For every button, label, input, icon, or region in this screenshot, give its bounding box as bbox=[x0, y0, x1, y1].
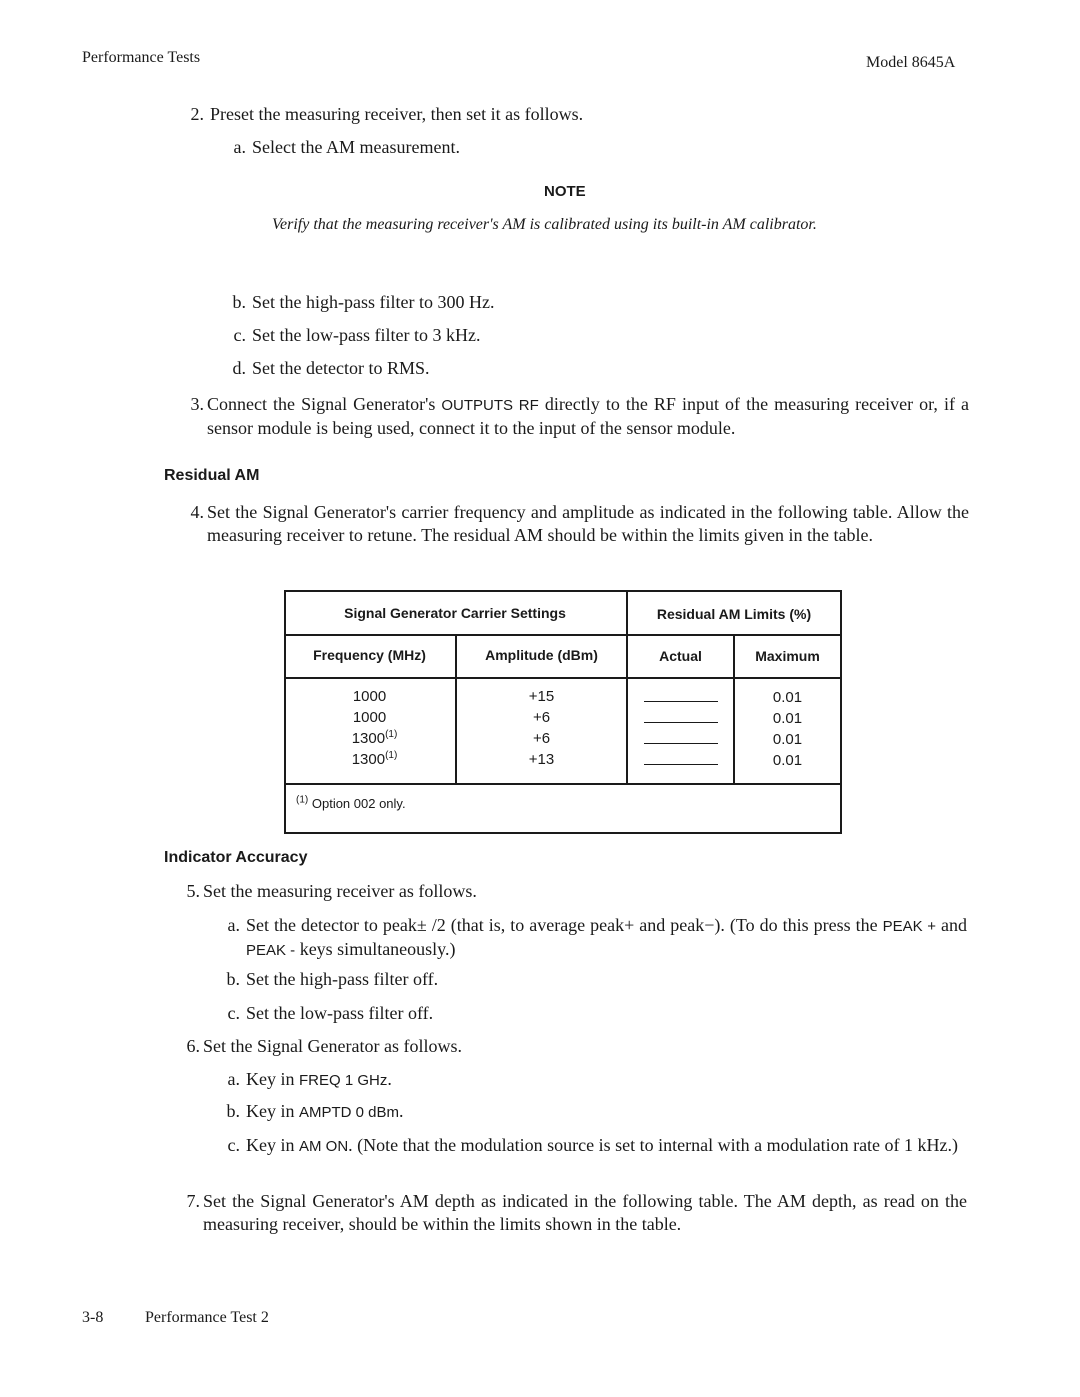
table-cell: +6 bbox=[532, 709, 551, 726]
table-cell: 1300$^{(1)}$ bbox=[351, 750, 398, 768]
step-text: Set the Signal Generator's AM depth as indicated in the following table. The AM depth, as read on the measuring receiver, should be within the limits shown in the table. bbox=[203, 1191, 967, 1234]
substep-text: Set the detector to RMS. bbox=[252, 358, 430, 378]
substep-letter: b. bbox=[232, 292, 246, 312]
table-column-maximum bbox=[735, 687, 840, 771]
actual-entry-blank[interactable] bbox=[644, 701, 718, 702]
table-cell: 1000 bbox=[352, 709, 387, 726]
substep-letter: c. bbox=[227, 1003, 240, 1023]
table-group-header: Residual AM Limits (%) bbox=[656, 606, 812, 622]
substep-letter: d. bbox=[232, 358, 246, 378]
actual-entry-blank[interactable] bbox=[644, 722, 718, 723]
table-cell: 0.01 bbox=[772, 731, 803, 748]
substep-text: Key in AMPTD 0 dBm. bbox=[246, 1101, 404, 1121]
key-label: PEAK + bbox=[882, 918, 936, 935]
table-cell: 0.01 bbox=[772, 752, 803, 769]
substep-letter: c. bbox=[227, 1135, 240, 1155]
substep-text: Key in AM ON. (Note that the modulation source is set to internal with a modulation rate of 1 kHz.) bbox=[246, 1135, 959, 1155]
table-footnote: $^{(1)}$ Option 002 only. bbox=[296, 794, 406, 811]
table-column-header: Amplitude (dBm) bbox=[485, 647, 598, 663]
step-number: 6. bbox=[186, 1036, 200, 1056]
key-label: FREQ 1 GHz bbox=[299, 1072, 388, 1089]
running-header-left: Performance Tests bbox=[82, 49, 201, 66]
section-heading: Residual AM bbox=[164, 467, 260, 484]
step-text: Set the Signal Generator as follows. bbox=[203, 1036, 462, 1056]
table-cell: 1000 bbox=[352, 688, 387, 705]
table-cell: +13 bbox=[528, 751, 555, 768]
table-column-header: Maximum bbox=[755, 648, 820, 664]
substep-text: Set the detector to peak± /2 (that is, to average peak+ and peak−). (To do this press the PEAK + and PEAK - keys simultaneously.) bbox=[246, 915, 967, 959]
table-cell: +15 bbox=[528, 688, 555, 705]
step-text: Set the Signal Generator's carrier frequency and amplitude as indicated in the following table. Allow the measuring receiver to retune. The residual AM should be within the limits given in the table. bbox=[207, 502, 969, 545]
step-number: 7. bbox=[186, 1191, 200, 1211]
substep-letter: a. bbox=[233, 137, 246, 157]
table-column-frequency bbox=[284, 686, 455, 770]
substep-text: Set the high-pass filter to 300 Hz. bbox=[252, 292, 495, 312]
substep-letter: a. bbox=[227, 915, 240, 935]
substep-letter: b. bbox=[226, 1101, 240, 1121]
key-label: AMPTD 0 dBm bbox=[299, 1104, 400, 1121]
table-cell: 0.01 bbox=[772, 710, 803, 727]
table-cell: 0.01 bbox=[772, 689, 803, 706]
step-text: Connect the Signal Generator's OUTPUTS RF directly to the RF input of the measuring receiver or, if a sensor module is being used, connect it to the input of the sensor module. bbox=[207, 394, 969, 438]
table-column-header: Frequency (MHz) bbox=[313, 647, 426, 663]
table-column-amplitude bbox=[457, 686, 626, 770]
note-title: NOTE bbox=[544, 183, 586, 200]
substep-text: Key in FREQ 1 GHz. bbox=[246, 1069, 392, 1089]
section-heading: Indicator Accuracy bbox=[164, 849, 308, 866]
step-number: 4. bbox=[190, 502, 204, 522]
substep-text: Set the high-pass filter off. bbox=[246, 969, 439, 989]
step-text: Set the measuring receiver as follows. bbox=[203, 881, 477, 901]
page-number: 3-8 bbox=[82, 1309, 104, 1326]
substep-letter: a. bbox=[227, 1069, 240, 1089]
actual-entry-blank[interactable] bbox=[644, 764, 718, 765]
table-cell: +6 bbox=[532, 730, 551, 747]
key-label: AM ON bbox=[299, 1138, 349, 1155]
table-column-header: Actual bbox=[659, 648, 702, 664]
actual-entry-blank[interactable] bbox=[644, 743, 718, 744]
running-header-right: Model 8645A bbox=[866, 54, 956, 71]
substep-text: Set the low-pass filter off. bbox=[246, 1003, 434, 1023]
step-number: 2. bbox=[190, 104, 204, 124]
substep-text: Set the low-pass filter to 3 kHz. bbox=[252, 325, 481, 345]
step-text: Preset the measuring receiver, then set it as follows. bbox=[210, 104, 584, 124]
step-number: 5. bbox=[186, 881, 200, 901]
note-text: Verify that the measuring receiver's AM is calibrated using its built-in AM calibrator. bbox=[272, 216, 817, 233]
key-label: PEAK - bbox=[246, 942, 296, 959]
substep-text: Select the AM measurement. bbox=[252, 137, 460, 157]
step-number: 3. bbox=[190, 394, 204, 414]
running-footer-title: Performance Test 2 bbox=[145, 1309, 269, 1326]
table-cell: 1300$^{(1)}$ bbox=[351, 729, 398, 747]
substep-letter: b. bbox=[226, 969, 240, 989]
key-label: OUTPUTS RF bbox=[441, 397, 539, 414]
substep-letter: c. bbox=[233, 325, 246, 345]
table-group-header: Signal Generator Carrier Settings bbox=[344, 605, 566, 621]
residual-am-table bbox=[284, 590, 842, 834]
